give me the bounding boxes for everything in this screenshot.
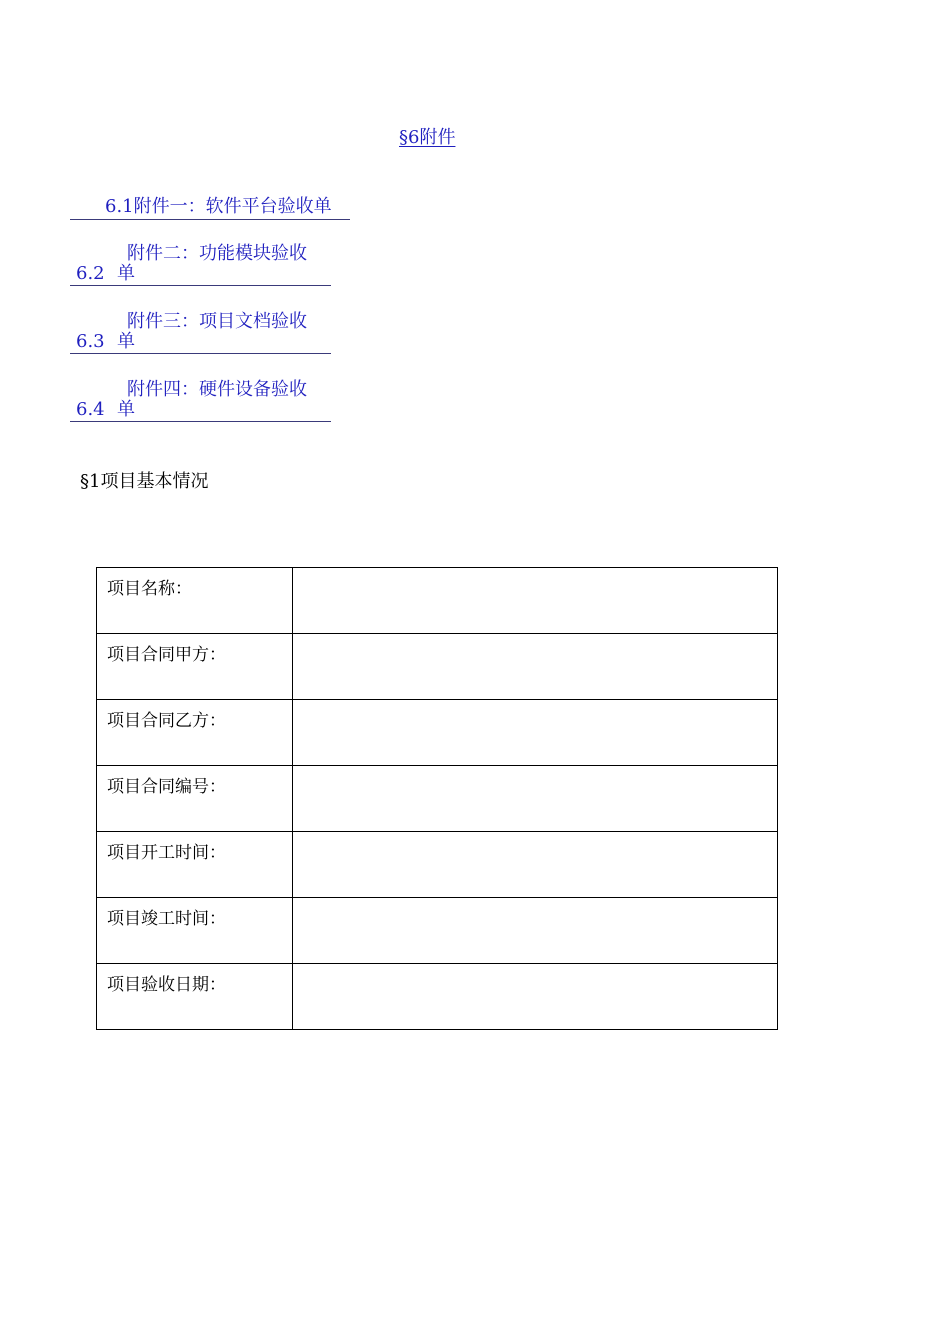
- value-cell-party-a[interactable]: [293, 634, 778, 700]
- toc-link-6-4-title: 附件四：硬件设备验收: [127, 379, 307, 400]
- label-cell: [97, 634, 293, 700]
- row-label-completion-time: 项目竣工时间：: [107, 909, 226, 929]
- toc-link-6-1-title: 附件一：软件平台验收单: [133, 196, 332, 217]
- label-cell: [97, 568, 293, 634]
- toc-link-6-2-title: 附件二：功能模块验收: [127, 243, 307, 264]
- table-row: [97, 832, 778, 898]
- label-cell: [97, 964, 293, 1030]
- toc-link-6-3-number: 6.3: [76, 331, 105, 352]
- toc-link-6-2[interactable]: [70, 242, 331, 286]
- toc-heading-link[interactable]: §6附件: [399, 127, 456, 148]
- row-label-party-a: 项目合同甲方：: [107, 645, 226, 665]
- table-row: [97, 568, 778, 634]
- label-cell: [97, 832, 293, 898]
- label-cell: [97, 766, 293, 832]
- toc-link-6-4[interactable]: [70, 378, 331, 422]
- project-info-table: [96, 567, 778, 1030]
- section-heading: §1项目基本情况: [80, 471, 209, 492]
- toc-link-6-3[interactable]: [70, 310, 331, 354]
- toc-link-6-3-title: 附件三：项目文档验收: [127, 311, 307, 332]
- toc-link-6-3-tail: 单: [117, 331, 135, 352]
- row-label-start-time: 项目开工时间：: [107, 843, 226, 863]
- label-cell: [97, 898, 293, 964]
- value-cell-acceptance-date[interactable]: [293, 964, 778, 1030]
- table-row: [97, 964, 778, 1030]
- table-row: [97, 700, 778, 766]
- row-label-acceptance-date: 项目验收日期：: [107, 975, 226, 995]
- toc-link-6-2-tail: 单: [117, 263, 135, 284]
- toc-link-6-1-number: 6.1: [105, 196, 134, 217]
- row-label-party-b: 项目合同乙方：: [107, 711, 226, 731]
- table-row: [97, 634, 778, 700]
- toc-link-6-1-label: [105, 195, 332, 219]
- value-cell-project-name[interactable]: [293, 568, 778, 634]
- value-cell-completion-time[interactable]: [293, 898, 778, 964]
- row-label-contract-number: 项目合同编号：: [107, 777, 226, 797]
- toc-link-6-1[interactable]: [70, 195, 350, 220]
- toc-link-6-4-number: 6.4: [76, 399, 105, 420]
- value-cell-contract-number[interactable]: [293, 766, 778, 832]
- toc-link-6-4-tail: 单: [117, 399, 135, 420]
- value-cell-party-b[interactable]: [293, 700, 778, 766]
- value-cell-start-time[interactable]: [293, 832, 778, 898]
- table-row: [97, 766, 778, 832]
- row-label-project-name: 项目名称：: [107, 579, 192, 599]
- toc-link-6-2-number: 6.2: [76, 263, 105, 284]
- label-cell: [97, 700, 293, 766]
- table-row: [97, 898, 778, 964]
